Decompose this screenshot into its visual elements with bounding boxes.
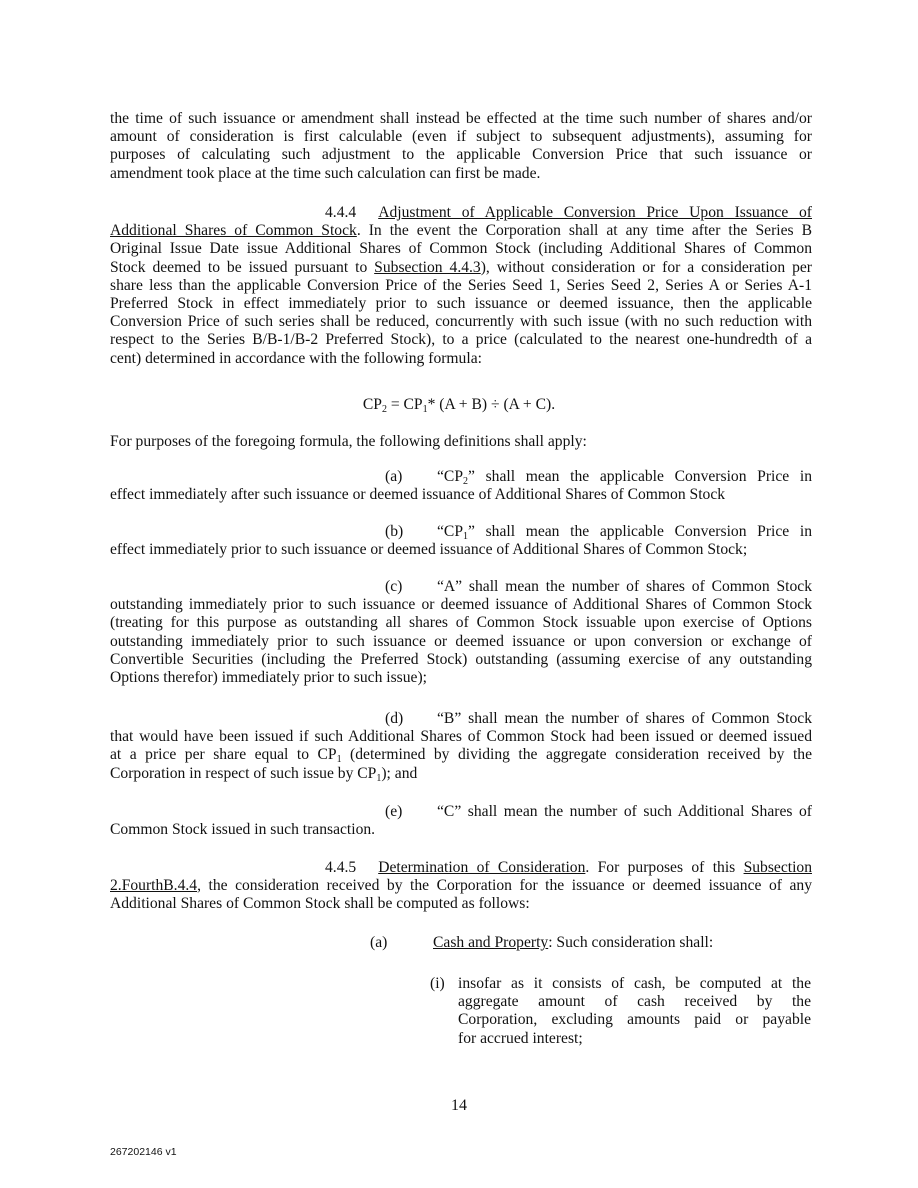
paragraph-line <box>110 746 812 764</box>
paragraph-line: outstanding immediately prior to such issuance or deemed issuance or upon conversion or exchange of <box>110 632 812 650</box>
subscript: 1 <box>463 531 468 542</box>
text-span: Stock deemed to be issued pursuant to <box>110 258 375 276</box>
text-span: Corporation in respect of such issue by CP <box>110 764 377 782</box>
paragraph-line: aggregate amount of cash received by the <box>458 993 811 1011</box>
definition-d <box>110 710 812 783</box>
section-number: 4.4.5 <box>325 859 357 876</box>
definition-label: (c) <box>385 578 403 595</box>
definition-label: (e) <box>385 803 403 820</box>
definition-line <box>110 803 812 821</box>
paragraph-line: respect to the Series B/B-1/B-2 Preferred Stock), to a price (calculated to the nearest one-hundredth of a <box>110 331 812 349</box>
paragraph-line: amendment took place at the time such calculation can first be made. <box>110 164 541 182</box>
text-span: at a price per share equal to CP <box>110 746 337 764</box>
paragraph-line: Options therefor) immediately prior to such issue); <box>110 668 427 686</box>
subscript: 2 <box>381 404 387 415</box>
top-paragraph <box>110 110 812 183</box>
paragraph-line: Additional Shares of Common Stock shall be computed as follows: <box>110 895 530 913</box>
text-span: “CP <box>437 468 463 485</box>
definition-label: (b) <box>385 523 404 540</box>
item-text <box>433 934 713 952</box>
paragraph-line: cent) determined in accordance with the following formula: <box>110 349 482 367</box>
definition-line <box>110 523 812 541</box>
definition-b <box>110 523 812 559</box>
definition-line <box>110 578 812 596</box>
text-span: CP <box>403 396 423 413</box>
paragraph-line <box>110 222 812 240</box>
text-span: . In the event the Corporation shall at any time after the Series B <box>356 222 812 240</box>
definition-label: (a) <box>385 468 403 485</box>
paragraph-line: effect immediately prior to such issuance or deemed issuance of Additional Shares of Common Stock; <box>110 541 748 559</box>
definitions-intro <box>110 433 812 451</box>
text-span: ” shall mean the applicable Conversion Price in <box>468 468 812 485</box>
paragraph-line: Corporation, excluding amounts paid or payable <box>458 1011 811 1029</box>
subscript: 2 <box>463 476 468 487</box>
paragraph-line: that would have been issued if such Additional Shares of Common Stock had been issued or deemed issued <box>110 728 812 746</box>
paragraph-line: Original Issue Date issue Additional Shares of Common Stock (including Additional Shares of Common <box>110 240 812 258</box>
definition-line <box>110 468 812 486</box>
definition-c <box>110 578 812 687</box>
text-span: “CP <box>437 523 463 540</box>
text-span: “A” shall mean the number of shares of Common Stock <box>437 578 812 595</box>
text-span: “C” shall mean the number of such Additional Shares of <box>437 803 812 820</box>
item-label: (a) <box>370 934 388 951</box>
section-heading-line <box>110 204 812 222</box>
document-id: 267202146 v1 <box>110 1146 177 1158</box>
subscript: 1 <box>336 754 342 766</box>
paragraph-line <box>110 877 812 895</box>
text-span: ); and <box>381 764 418 782</box>
paragraph-line: Preferred Stock in effect immediately prior to such issuance or deemed issuance, then the applicable <box>110 294 812 312</box>
definition-line <box>110 710 812 728</box>
paragraph-line: Common Stock issued in such transaction. <box>110 821 376 839</box>
text-span: CP <box>362 396 382 413</box>
section-heading-line <box>110 859 812 877</box>
formula <box>0 396 918 414</box>
paragraph-line: (treating for this purpose as outstanding all shares of Common Stock issuable upon exercise of Options <box>110 614 812 632</box>
page-number: 14 <box>451 1097 467 1114</box>
section-number: 4.4.4 <box>325 204 357 221</box>
section-heading-cont: Additional Shares of Common Stock <box>110 222 357 240</box>
text-span: (determined by dividing the aggregate consideration received by the <box>341 746 812 764</box>
subsection-reference: 2.FourthB.4.4 <box>110 877 198 895</box>
item-heading: Cash and Property <box>433 934 549 951</box>
subsection-reference: Subsection <box>743 859 812 876</box>
paragraph-line: Convertible Securities (including the Preferred Stock) outstanding (assuming exercise of any outstanding <box>110 650 812 668</box>
paragraph-line: the time of such issuance or amendment shall instead be effected at the time such number of shares and/or <box>110 110 812 127</box>
text-span: ” shall mean the applicable Conversion Price in <box>468 523 812 540</box>
text-span: : Such consideration shall: <box>548 934 714 951</box>
definition-a <box>110 468 812 504</box>
paragraph-line <box>110 765 812 783</box>
paragraph-line: Conversion Price of such series shall be reduced, concurrently with such issue (with no such reduction with <box>110 313 812 331</box>
text-span: , the consideration received by the Corporation for the issuance or deemed issuance of any <box>197 877 812 895</box>
section-4-4-4 <box>110 204 812 368</box>
definition-label: (d) <box>385 710 404 727</box>
item-body <box>458 975 811 1048</box>
subsection-reference: Subsection 4.4.3 <box>374 258 481 276</box>
paragraph-line: amount of consideration is first calculable (even if subject to subsequent adjustments), assuming for <box>110 128 812 146</box>
subscript: 1 <box>422 404 428 415</box>
paragraph-line: for accrued interest; <box>458 1029 583 1047</box>
text-span: = <box>386 396 404 413</box>
text-span: . For purposes of this <box>585 859 744 876</box>
section-heading: Adjustment of Applicable Conversion Price Upon Issuance of <box>378 204 812 221</box>
paragraph-line <box>110 259 812 277</box>
text-span: ), without consideration or for a consideration per <box>480 258 812 276</box>
paragraph-line: For purposes of the foregoing formula, the following definitions shall apply: <box>110 433 587 450</box>
item-label: (i) <box>430 975 445 992</box>
section-4-4-5 <box>110 859 812 914</box>
subscript: 1 <box>376 772 382 784</box>
paragraph-line: effect immediately after such issuance or deemed issuance of Additional Shares of Common Stock <box>110 486 726 504</box>
definition-e <box>110 803 812 839</box>
section-heading: Determination of Consideration <box>378 859 586 876</box>
text-span: “B” shall mean the number of shares of Common Stock <box>437 710 812 727</box>
paragraph-line: share less than the applicable Conversion Price of the Series Seed 1, Series Seed 2, Series A or Series A-1 <box>110 276 812 294</box>
paragraph-line: insofar as it consists of cash, be computed at the <box>458 975 811 992</box>
paragraph-line: purposes of calculating such adjustment to the applicable Conversion Price that such issuance or <box>110 146 812 164</box>
paragraph-line: outstanding immediately prior to such issuance or deemed issuance of Additional Shares of Common Stock <box>110 596 812 614</box>
text-span: * (A + B) ÷ (A + C). <box>427 396 556 413</box>
